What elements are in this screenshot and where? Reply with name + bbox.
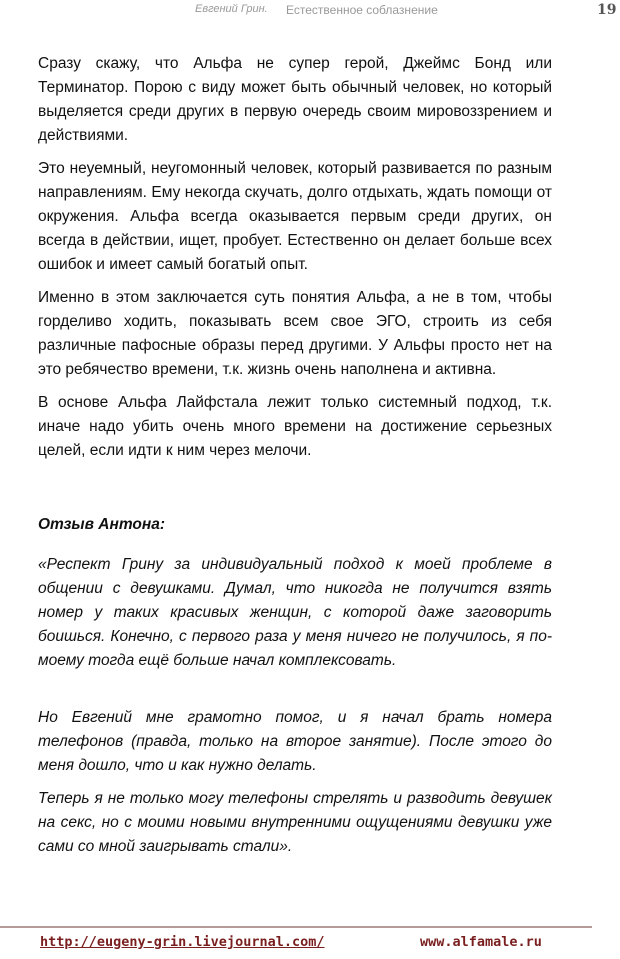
- paragraph: Именно в этом заключается суть понятия Альфа, а не в том, чтобы горделиво ходить, показывать всем свое ЭГО, строить из себя различные пафосные образы перед другими. У Альфы просто нет на это ребячество времени, т.к. жизнь очень наполнена и активна.: [38, 289, 552, 378]
- paragraph: В основе Альфа Лайфстала лежит только системный подход, т.к. иначе надо убить очень много времени на достижение серьезных целей, если идти к ним через мелочи.: [38, 394, 552, 459]
- paragraph: Это неуемный, неугомонный человек, который развивается по разным направлениям. Ему некогда скучать, долго отдыхать, ждать помощи от окружения. Альфа всегда оказывается первым среди других, он всегда в действии, ищет, пробует. Естественно он делает больше всех ошибок и имеет самый богатый опыт.: [38, 160, 552, 273]
- header-author: Евгений Грин.: [195, 3, 268, 15]
- livejournal-link[interactable]: http://eugeny-grin.livejournal.com/: [40, 934, 325, 950]
- review-paragraph: «Респект Грину за индивидуальный подход к моей проблеме в общении с девушками. Думал, что никогда не получится взять номер у таких красивых женщин, с которой даже заговорить боишься. Конечно, с первого раза у меня ничего не получилось, я по-моему тогда ещё больше начал комплексовать.: [38, 556, 552, 669]
- page-body: [38, 52, 552, 868]
- footer-divider: [0, 926, 592, 928]
- page-header: [0, 3, 620, 23]
- alfamale-link[interactable]: www.alfamale.ru: [420, 934, 542, 950]
- page-number: 19: [597, 2, 617, 18]
- review-paragraph: Но Евгений мне грамотно помог, и я начал брать номера телефонов (правда, только на второе занятие). После этого до меня дошло, что и как нужно делать.: [38, 709, 552, 774]
- review-heading: Отзыв Антона:: [38, 516, 166, 533]
- paragraph: Сразу скажу, что Альфа не супер герой, Джеймс Бонд или Терминатор. Порою с виду может быть обычный человек, но который выделяется среди других в первую очередь своим мировоззрением и действиями.: [38, 55, 552, 144]
- header-title: Естественное соблазнение: [286, 3, 438, 17]
- review-paragraph: Теперь я не только могу телефоны стрелять и разводить девушек на секс, но с моими новыми внутренними ощущениями девушки уже сами со мной заигрывать стали».: [38, 790, 552, 855]
